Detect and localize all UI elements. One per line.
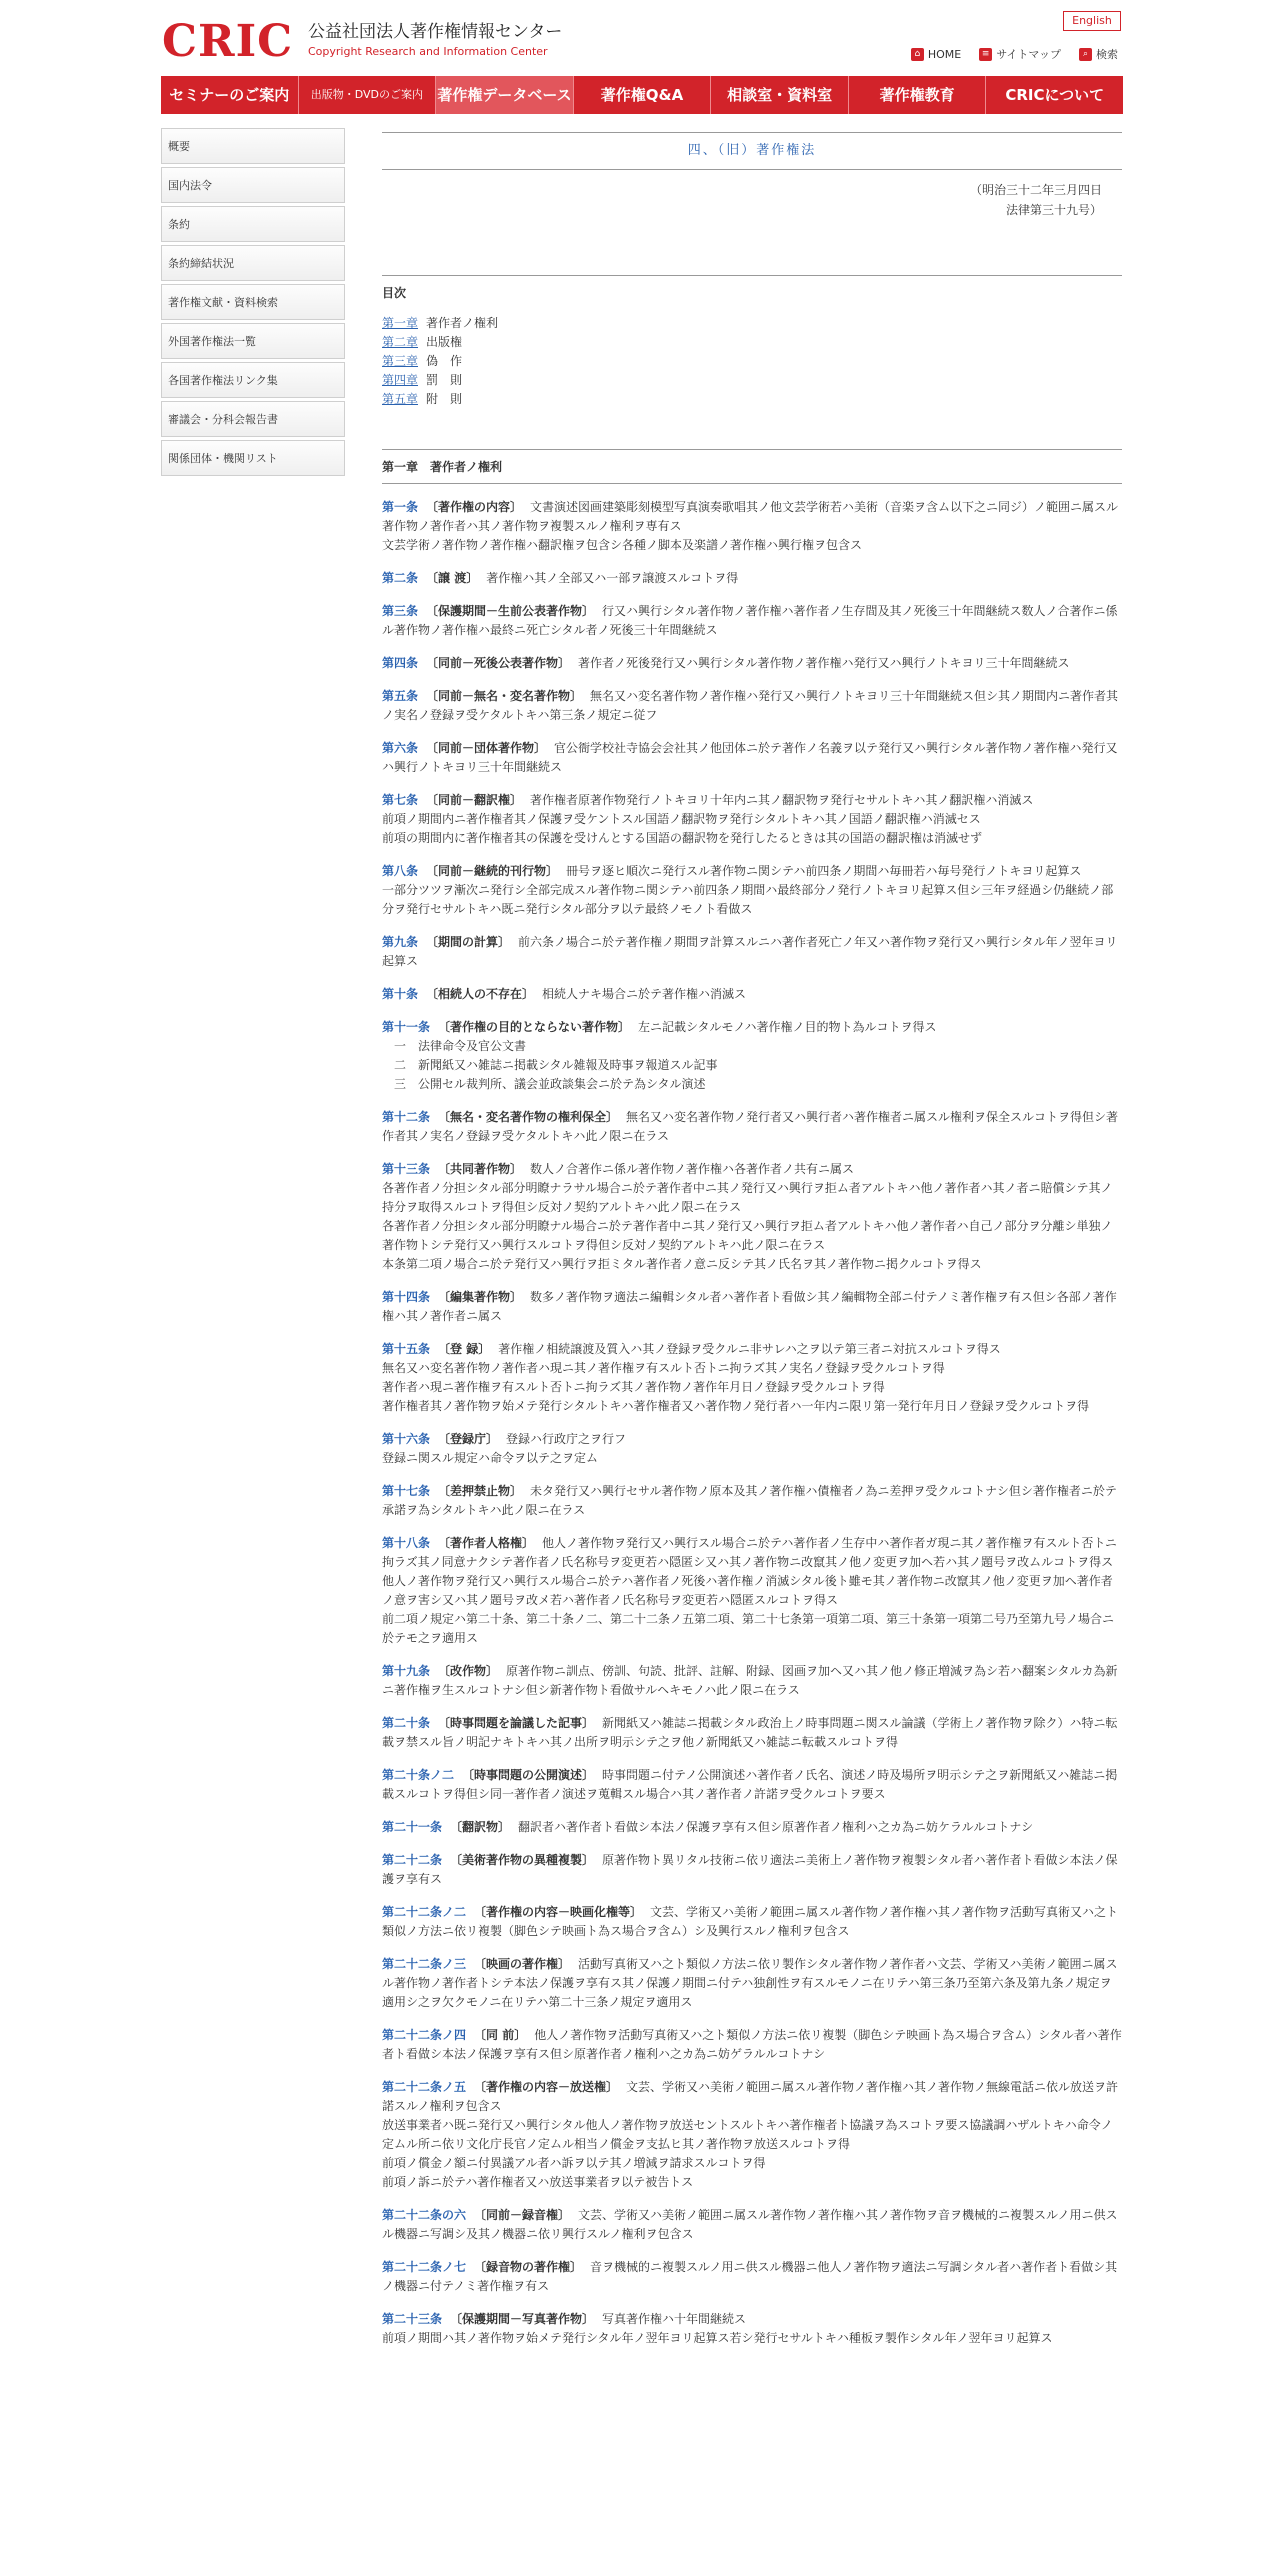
article-caption: 〔改作物〕	[438, 1664, 499, 1678]
table-of-contents	[382, 314, 1122, 409]
sidebar-item-literature-search[interactable]: 著作権文献・資料検索	[161, 284, 345, 320]
home-link[interactable]	[911, 46, 961, 62]
article-line	[382, 2026, 1122, 2064]
toc-chapter-name: 罰 則	[426, 373, 463, 387]
article-text: 著作権ハ其ノ全部又ハ一部ヲ譲渡スルコトヲ得	[486, 571, 739, 585]
article-caption: 〔著作権の内容〕	[426, 500, 523, 514]
article-text: 他人ノ著作物ヲ発行又ハ興行スル場合ニ於テハ著作者ノ死後ハ著作権ノ消滅シタル後ト雖モ其ノ著作物ニ改竄其ノ他ノ変更ヲ加ヘ著作者ノ意ヲ害シ又ハ其ノ題号ヲ改メ若ハ著作者ノ氏名称号ヲ変更若ハ隠匿スルコトヲ得ス	[382, 1574, 1113, 1607]
article-line	[382, 602, 1122, 640]
article-line	[382, 881, 1122, 919]
article-number: 第十九条	[382, 1664, 431, 1678]
sidebar-item-domestic-law[interactable]: 国内法令	[161, 167, 345, 203]
article	[382, 2206, 1122, 2244]
article	[382, 1766, 1122, 1804]
article-caption: 〔同 前〕	[474, 2028, 527, 2042]
article-text: 文芸、学術又ハ美術ノ範囲ニ属スル著作物ノ著作権ハ其ノ著作物ヲ活動写真術又ハ之ト類似ノ方法ニ依リ複製（脚色シテ映画ト為ス場合ヲ含ム）シ及興行スルノ権利ヲ包含ス	[382, 1905, 1119, 1938]
article-number: 第十三条	[382, 1162, 431, 1176]
article	[382, 1818, 1122, 1837]
article-text: 他人ノ著作物ヲ発行又ハ興行スル場合ニ於テハ著作者ノ生存中ハ著作者ガ現ニ其ノ著作権ヲ有スルト否トニ拘ラズ其ノ同意ナクシテ著作者ノ氏名称号ヲ変更若ハ隠匿シ又ハ其ノ著作物ニ改竄其ノ他ノ変更ヲ加ヘ若ハ其ノ題号ヲ改ムルコトヲ得ス	[382, 1536, 1117, 1569]
sidebar	[161, 128, 345, 479]
article-caption: 〔保護期間－写真著作物〕	[450, 2312, 595, 2326]
article-caption: 〔同前－録音権〕	[474, 2208, 571, 2222]
article-item: 三 公開セル裁判所、議会並政談集会ニ於テ為シタル演述	[394, 1077, 706, 1091]
article-number: 第二十条ノ二	[382, 1768, 455, 1782]
article-number: 第十一条	[382, 1020, 431, 1034]
article-number: 第七条	[382, 793, 419, 807]
search-link[interactable]	[1079, 46, 1118, 62]
article-item: 二 新聞紙又ハ雑誌ニ掲載シタル雑報及時事ヲ報道スル記事	[394, 1058, 718, 1072]
main-nav	[161, 76, 1123, 114]
article-line	[382, 1818, 1122, 1837]
article-line	[382, 1179, 1122, 1217]
article-text: 前項ノ償金ノ額ニ付異議アル者ハ訴ヲ以テ其ノ増減ヲ請求スルコトヲ得	[382, 2156, 766, 2170]
toc-chapter-name: 著作者ノ権利	[426, 316, 499, 330]
article	[382, 498, 1122, 555]
article	[382, 687, 1122, 725]
english-button[interactable]: English	[1063, 11, 1121, 31]
article-caption: 〔保護期間－生前公表著作物〕	[426, 604, 595, 618]
article-number: 第二十二条	[382, 1853, 443, 1867]
sidebar-item-treaties[interactable]: 条約	[161, 206, 345, 242]
article	[382, 2026, 1122, 2064]
article-text: 左ニ記載シタルモノハ著作権ノ目的物ト為ルコトヲ得ス	[638, 1020, 937, 1034]
article-line	[382, 654, 1122, 673]
article	[382, 1288, 1122, 1326]
article-caption: 〔時事問題を論議した記事〕	[438, 1716, 595, 1730]
article-text: 原著作物ト異リタル技術ニ依リ適法ニ美術上ノ著作物ヲ複製シタル者ハ著作者ト看做シ本法ノ保護ヲ享有ス	[382, 1853, 1118, 1886]
article-caption: 〔同前－翻訳権〕	[426, 793, 523, 807]
article	[382, 1534, 1122, 1648]
article-line	[382, 2116, 1122, 2154]
article-line	[382, 1108, 1122, 1146]
article-caption: 〔翻訳物〕	[450, 1820, 511, 1834]
article	[382, 1018, 1122, 1094]
article-text: 文芸学術ノ著作物ノ著作権ハ翻訳権ヲ包含シ各種ノ脚本及楽譜ノ著作権ハ興行権ヲ包含ス	[382, 538, 863, 552]
article	[382, 569, 1122, 588]
article-number: 第二十二条ノ七	[382, 2260, 467, 2274]
article-text: 音ヲ機械的ニ複製スルノ用ニ供スル機器ニ他人ノ著作物ヲ適法ニ写調シタル者ハ著作者ト看做シ其ノ機器ニ付テノミ著作権ヲ有ス	[382, 2260, 1118, 2293]
article	[382, 2258, 1122, 2296]
article-line	[382, 1482, 1122, 1520]
article-number: 第五条	[382, 689, 419, 703]
article-text: 各著作者ノ分担シタル部分明瞭ナル場合ニ於テ著作者中ニ其ノ発行又ハ興行ヲ拒ム者アルトキハ他ノ著作者ハ自己ノ部分ヲ分離シ単独ノ著作物トシテ発行又ハ興行スルコトヲ得但シ反対ノ契約アルトキハ此ノ限ニ在ラス	[382, 1219, 1113, 1252]
article-line	[382, 862, 1122, 881]
article-text: 未タ発行又ハ興行セサル著作物ノ原本及其ノ著作権ハ債権者ノ為ニ差押ヲ受クルコトナシ但シ著作権者ニ於テ承諾ヲ為シタルトキハ此ノ限ニ在ラス	[382, 1484, 1117, 1517]
article-number: 第四条	[382, 656, 419, 670]
article-number: 第二十二条ノ三	[382, 1957, 467, 1971]
article-caption: 〔同前－継続的刊行物〕	[426, 864, 559, 878]
article-text: 他人ノ著作物ヲ活動写真術又ハ之ト類似ノ方法ニ依リ複製（脚色シテ映画ト為ス場合ヲ含ム）シタル者ハ著作者ト看做シ本法ノ保護ヲ享有ス但シ原著作者ノ権利ハ之カ為ニ妨ゲラルルコトナシ	[382, 2028, 1122, 2061]
article-number: 第十七条	[382, 1484, 431, 1498]
article-caption: 〔共同著作物〕	[438, 1162, 523, 1176]
article-line	[382, 1610, 1122, 1648]
article-text: 本条第二項ノ場合ニ於テ発行又ハ興行ヲ拒ミタル著作者ノ意ニ反シテ其ノ氏名ヲ其ノ著作物ニ掲クルコトヲ得ス	[382, 1257, 982, 1271]
article-caption: 〔録音物の著作権〕	[474, 2260, 583, 2274]
article-line	[382, 536, 1122, 555]
article-text: 無名又ハ変名著作物ノ著作者ハ現ニ其ノ著作権ヲ有スルト否トニ拘ラズ其ノ実名ノ登録ヲ受クルコトヲ得	[382, 1361, 945, 1375]
org-name-en: Copyright Research and Information Center	[308, 45, 548, 58]
article-caption: 〔譲 渡〕	[426, 571, 479, 585]
article-text: 写真著作権ハ十年間継続ス	[602, 2312, 747, 2326]
article-number: 第十八条	[382, 1536, 431, 1550]
article-line	[382, 739, 1122, 777]
article-line	[382, 1955, 1122, 2012]
article-number: 第十条	[382, 987, 419, 1001]
article-line	[382, 1255, 1122, 1274]
article-text: 前二項ノ規定ハ第二十条、第二十条ノ二、第二十二条ノ五第二項、第二十七条第一項第二項、第三十条第一項第二号乃至第九号ノ場合ニ於テモ之ヲ適用ス	[382, 1612, 1115, 1645]
article	[382, 985, 1122, 1004]
toc-item	[382, 371, 1122, 390]
article-number: 第十六条	[382, 1432, 431, 1446]
article-caption: 〔美術著作物の異種複製〕	[450, 1853, 595, 1867]
article-line	[382, 1160, 1122, 1179]
article-line	[382, 1662, 1122, 1700]
article-number: 第十四条	[382, 1290, 431, 1304]
article-text: 文芸、学術又ハ美術ノ範囲ニ属スル著作物ノ著作権ハ其ノ著作物ヲ音ヲ機械的ニ複製スルノ用ニ供スル機器ニ写調シ及其ノ機器ニ依リ興行スルノ権利ヲ包含ス	[382, 2208, 1118, 2241]
article-line	[382, 1766, 1122, 1804]
article-line	[382, 498, 1122, 536]
home-label: HOME	[927, 47, 962, 61]
article-text: 著作権者原著作物発行ノトキヨリ十年内ニ其ノ翻訳物ヲ発行セサルトキハ其ノ翻訳権ハ消滅ス	[530, 793, 1034, 807]
org-name-jp: 公益社団法人著作権情報センター	[308, 22, 563, 42]
article-line	[382, 1378, 1122, 1397]
article-number: 第二十二条の六	[382, 2208, 467, 2222]
article-number: 第八条	[382, 864, 419, 878]
article-text: 登録ニ関スル規定ハ命令ヲ以テ之ヲ定ム	[382, 1451, 599, 1465]
article-number: 第二十一条	[382, 1820, 443, 1834]
nav-education[interactable]: 著作権教育	[849, 76, 987, 114]
article-number: 第一条	[382, 500, 419, 514]
article	[382, 1108, 1122, 1146]
article-text: 著作者ハ現ニ著作権ヲ有スルト否トニ拘ラズ其ノ著作物ノ著作年月日ノ登録ヲ受クルコトヲ得	[382, 1380, 885, 1394]
article-line	[382, 1572, 1122, 1610]
article-text: 著作権者其ノ著作物ヲ始メテ発行シタルトキハ著作権者又ハ著作物ノ発行者ハ一年内ニ限リ第一発行年月日ノ登録ヲ受クルコトヲ得	[382, 1399, 1090, 1413]
toc-chapter-link[interactable]: 第三章	[382, 354, 419, 368]
sidebar-item-council-reports[interactable]: 審議会・分科会報告書	[161, 401, 345, 437]
article-text: 放送事業者ハ既ニ発行又ハ興行シタル他人ノ著作物ヲ放送セントスルトキハ著作権者ト協議ヲ為スコトヲ要ス協議調ハザルトキハ命令ノ定ムル所ニ依リ文化庁長官ノ定ムル相当ノ償金ヲ支払ヒ其ノ著作物ヲ放送スルコトヲ得	[382, 2118, 1113, 2151]
article-line	[382, 1449, 1122, 1468]
article-line	[382, 1288, 1122, 1326]
article-text: 無名又ハ変名著作物ノ発行者又ハ興行者ハ著作権者ニ属スル権利ヲ保全スルコトヲ得但シ著作者其ノ実名ノ登録ヲ受ケタルトキハ此ノ限ニ在ラス	[382, 1110, 1119, 1143]
article-line	[382, 687, 1122, 725]
article-caption: 〔相続人の不存在〕	[426, 987, 535, 1001]
article-text: 翻訳者ハ著作者ト看做シ本法ノ保護ヲ享有ス但シ原著作者ノ権利ハ之カ為ニ妨ケラルルコトナシ	[518, 1820, 1034, 1834]
article-text: 原著作物ニ訓点、傍訓、句読、批評、註解、附録、図画ヲ加ヘ又ハ其ノ他ノ修正増減ヲ為シ若ハ翻案シタルカ為新ニ著作権ヲ生スルコトナシ但シ新著作物ト看做サルヘキモノハ此ノ限ニ在ラス	[382, 1664, 1118, 1697]
article-caption: 〔著作権の内容－映画化権等〕	[474, 1905, 643, 1919]
article-text: 前六条ノ場合ニ於テ著作権ノ期間ヲ計算スルニハ著作者死亡ノ年又ハ著作物ヲ発行又ハ興行シタル年ノ翌年ヨリ起算ス	[382, 935, 1118, 968]
article-text: 冊号ヲ逐ヒ順次ニ発行スル著作物ニ関シテハ前四条ノ期間ハ毎冊若ハ毎号発行ノトキヨリ起算ス	[566, 864, 1082, 878]
toc-chapter-name: 出版権	[426, 335, 463, 349]
sidebar-item-law-links[interactable]: 各国著作権法リンク集	[161, 362, 345, 398]
article-text: 活動写真術又ハ之ト類似ノ方法ニ依リ製作シタル著作物ノ著作者ハ文芸、学術又ハ美術ノ範囲ニ属スル著作物ノ著作者トシテ本法ノ保護ヲ享有ス其ノ保護ノ期間ニ付テハ独創性ヲ有スルモノニ在リテハ第三条乃至第六条及第九条ノ規定ヲ適用シ之ヲ欠クモノニ在リテハ第二十三条ノ規定ヲ適用ス	[382, 1957, 1118, 2009]
article-line	[382, 791, 1122, 810]
article-text: 新聞紙又ハ雑誌ニ掲載シタル政治上ノ時事問題ニ関スル論議（学術上ノ著作物ヲ除ク）ハ特ニ転載ヲ禁スル旨ノ明記ナキトキハ其ノ出所ヲ明示シテ之ヲ他ノ新聞紙又ハ雑誌ニ転載スルコトヲ得	[382, 1716, 1118, 1749]
toc-chapter-name: 附 則	[426, 392, 463, 406]
article-number: 第二十条	[382, 1716, 431, 1730]
article-line	[382, 2154, 1122, 2173]
article-line	[382, 1534, 1122, 1572]
article-text: 前項ノ期間内ニ著作権者其ノ保護ヲ受ケントスル国語ノ翻訳物ヲ発行シタルトキハ其ノ国語ノ翻訳権ハ消滅セス	[382, 812, 981, 826]
article-text: 文書演述図画建築彫刻模型写真演奏歌唱其ノ他文芸学術若ハ美術（音楽ヲ含ム以下之ニ同ジ）ノ範囲ニ属スル著作物ノ著作者ハ其ノ著作物ヲ複製スルノ権利ヲ専有ス	[382, 500, 1119, 533]
article-line	[382, 985, 1122, 1004]
nav-about[interactable]: CRICについて	[1005, 86, 1105, 104]
article-caption: 〔同前－団体著作物〕	[426, 741, 547, 755]
article	[382, 1955, 1122, 2012]
article-text: 著作者ノ死後発行又ハ興行シタル著作物ノ著作権ハ発行又ハ興行ノトキヨリ三十年間継続ス	[578, 656, 1070, 670]
article	[382, 1903, 1122, 1941]
article	[382, 1662, 1122, 1700]
article-line	[382, 1397, 1122, 1416]
toc-chapter-link[interactable]: 第二章	[382, 335, 419, 349]
sitemap-link[interactable]	[979, 46, 1061, 62]
date-line-2: 法律第三十九号）	[1005, 203, 1102, 217]
article-line	[382, 2258, 1122, 2296]
article-number: 第二十三条	[382, 2312, 443, 2326]
page-title: 四、（旧）著作権法	[382, 132, 1122, 170]
article	[382, 739, 1122, 777]
article-text: 著作権ノ相続譲渡及質入ハ其ノ登録ヲ受クルニ非サレハ之ヲ以テ第三者ニ対抗スルコトヲ得ス	[498, 1342, 1001, 1356]
toc-item	[382, 333, 1122, 352]
articles	[382, 498, 1122, 2348]
toc-chapter-link[interactable]: 第五章	[382, 392, 419, 406]
article	[382, 933, 1122, 971]
toc-chapter-link[interactable]: 第四章	[382, 373, 419, 387]
article-caption: 〔登録庁〕	[438, 1432, 499, 1446]
nav-database[interactable]: 著作権データベース	[436, 76, 574, 114]
article-text: 各著作者ノ分担シタル部分明瞭ナラサル場合ニ於テ著作者中ニ其ノ発行又ハ興行ヲ拒ム者アルトキハ他ノ著作者ハ其ノ者ニ賠償シテ其ノ持分ヲ取得スルコトヲ得但シ反対ノ契約アルトキハ此ノ限ニ在ラス	[382, 1181, 1113, 1214]
top-links	[911, 46, 1118, 62]
article-line	[382, 2310, 1122, 2329]
article	[382, 2310, 1122, 2348]
article-text: 前項ノ訴ニ於テハ著作権者又ハ放送事業者ヲ以テ被告トス	[382, 2175, 694, 2189]
article-number: 第十二条	[382, 1110, 431, 1124]
article-caption: 〔期間の計算〕	[426, 935, 511, 949]
article-item: 一 法律命令及官公文書	[394, 1039, 527, 1053]
article-text: 前項の期間内に著作権者其の保護を受けんとする国語の翻訳物を発行したるときは其の国語の翻訳権は消滅せず	[382, 831, 983, 845]
article-line	[382, 810, 1122, 829]
article-text: 登録ハ行政庁之ヲ行フ	[506, 1432, 627, 1446]
article-line	[382, 2329, 1122, 2348]
article-number: 第十五条	[382, 1342, 431, 1356]
nav-seminar[interactable]: セミナーのご案内	[161, 76, 299, 114]
search-icon: ⌕	[1079, 48, 1092, 61]
article	[382, 1160, 1122, 1274]
article-line	[382, 1430, 1122, 1449]
article-caption: 〔無名・変名著作物の権利保全〕	[438, 1110, 619, 1124]
article-text: 文芸、学術又ハ美術ノ範囲ニ属スル著作物ノ著作権ハ其ノ著作物ノ無線電話ニ依ル放送ヲ許諾スルノ権利ヲ包含ス	[382, 2080, 1119, 2113]
article-caption: 〔著作権の内容－放送権〕	[474, 2080, 619, 2094]
article-text: 数多ノ著作物ヲ適法ニ編輯シタル者ハ著作者ト看做シ其ノ編輯物全部ニ付テノミ著作権ヲ有ス但シ各部ノ著作権ハ其ノ著作者ニ属ス	[382, 1290, 1117, 1323]
toc-item	[382, 352, 1122, 371]
article-caption: 〔同前－死後公表著作物〕	[426, 656, 571, 670]
article-line	[382, 2206, 1122, 2244]
article-number: 第九条	[382, 935, 419, 949]
article	[382, 1714, 1122, 1752]
search-label: 検索	[1096, 48, 1118, 61]
article-text: 一部分ツツヲ漸次ニ発行シ全部完成スル著作物ニ関シテハ前四条ノ期間ハ最終部分ノ発行ノトキヨリ起算ス但シ三年ヲ経過シ仍継続ノ部分ヲ発行セサルトキハ既ニ発行シタル部分ヲ以テ最終ノモノト看做ス	[382, 883, 1114, 916]
article-number: 第六条	[382, 741, 419, 755]
sidebar-item-treaty-status[interactable]: 条約締結状況	[161, 245, 345, 281]
article-number: 第二十二条ノ五	[382, 2080, 467, 2094]
article	[382, 791, 1122, 848]
chapter-heading: 第一章 著作者ノ権利	[382, 449, 1122, 484]
article-text: 数人ノ合著作ニ係ル著作物ノ著作権ハ各著作者ノ共有ニ属ス	[530, 1162, 855, 1176]
toc-chapter-name: 偽 作	[426, 354, 463, 368]
article-number: 第二条	[382, 571, 419, 585]
article-line	[382, 1018, 1122, 1037]
main-content	[382, 132, 1122, 2348]
article-line	[382, 829, 1122, 848]
sitemap-label: サイトマップ	[996, 48, 1061, 61]
article-text: 無名又ハ変名著作物ノ著作権ハ発行又ハ興行ノトキヨリ三十年間継続ス但シ其ノ期間内ニ著作者其ノ実名ノ登録ヲ受ケタルトキハ第三条ノ規定ニ従フ	[382, 689, 1119, 722]
article	[382, 602, 1122, 640]
article-line	[382, 1217, 1122, 1255]
article-text: 行又ハ興行シタル著作物ノ著作権ハ著作者ノ生存間及其ノ死後三十年間継続ス数人ノ合著作ニ係ル著作物ノ著作権ハ最終ニ死亡シタル者ノ死後三十年間継続ス	[382, 604, 1118, 637]
article	[382, 1430, 1122, 1468]
date-line-1: （明治三十二年三月四日	[969, 183, 1102, 197]
article-line	[382, 2173, 1122, 2192]
nav-publications[interactable]: 出版物・DVDのご案内	[299, 76, 437, 114]
article-text: 時事問題ニ付テノ公開演述ハ著作者ノ氏名、演述ノ時及場所ヲ明示シテ之ヲ新聞紙又ハ雑誌ニ掲載スルコトヲ得但シ同一著作者ノ演述ヲ蒐輯スル場合ハ其ノ著作者ノ許諾ヲ受クルコトヲ要ス	[382, 1768, 1118, 1801]
home-icon: ⌂	[911, 48, 924, 61]
article-caption: 〔時事問題の公開演述〕	[462, 1768, 595, 1782]
article-text: 相続人ナキ場合ニ於テ著作権ハ消滅ス	[542, 987, 747, 1001]
article-line	[382, 569, 1122, 588]
article-line	[382, 1340, 1122, 1359]
toc-item	[382, 390, 1122, 409]
article-caption: 〔登 録〕	[438, 1342, 491, 1356]
article-line	[382, 1714, 1122, 1752]
article-caption: 〔著作者人格権〕	[438, 1536, 535, 1550]
sidebar-item-overview[interactable]: 概要	[161, 128, 345, 164]
article-caption: 〔編集著作物〕	[438, 1290, 523, 1304]
article-caption: 〔同前－無名・変名著作物〕	[426, 689, 583, 703]
article-text: 前項ノ期間ハ其ノ著作物ヲ始メテ発行シタル年ノ翌年ヨリ起算ス若シ発行セサルトキハ種板ヲ製作シタル年ノ翌年ヨリ起算ス	[382, 2331, 1053, 2345]
article	[382, 1482, 1122, 1520]
article-line	[382, 1359, 1122, 1378]
article-caption: 〔映画の著作権〕	[474, 1957, 571, 1971]
article	[382, 2078, 1122, 2192]
article-caption: 〔著作権の目的とならない著作物〕	[438, 1020, 631, 1034]
sidebar-item-foreign-laws[interactable]: 外国著作権法一覧	[161, 323, 345, 359]
sidebar-item-organizations[interactable]: 関係団体・機関リスト	[161, 440, 345, 476]
toc-item	[382, 314, 1122, 333]
article-line	[382, 2078, 1122, 2116]
article-line	[382, 1851, 1122, 1889]
cric-logo[interactable]: CRIC	[162, 16, 294, 67]
article-line	[382, 1903, 1122, 1941]
article-number: 第二十二条ノ四	[382, 2028, 467, 2042]
article	[382, 654, 1122, 673]
article	[382, 1851, 1122, 1889]
toc-chapter-link[interactable]: 第一章	[382, 316, 419, 330]
sitemap-icon: ≡	[979, 48, 992, 61]
article-text: 官公衙学校社寺協会会社其ノ他団体ニ於テ著作ノ名義ヲ以テ発行又ハ興行シタル著作物ノ著作権ハ発行又ハ興行ノトキヨリ三十年間継続ス	[382, 741, 1118, 774]
enactment-date	[382, 180, 1122, 220]
article	[382, 862, 1122, 919]
toc-heading: 目次	[382, 275, 1122, 306]
nav-qa[interactable]: 著作権Q&A	[574, 76, 712, 114]
nav-consultation[interactable]: 相談室・資料室	[711, 76, 849, 114]
article	[382, 1340, 1122, 1416]
article-caption: 〔差押禁止物〕	[438, 1484, 523, 1498]
article-line	[382, 933, 1122, 971]
article-number: 第三条	[382, 604, 419, 618]
article-number: 第二十二条ノ二	[382, 1905, 467, 1919]
